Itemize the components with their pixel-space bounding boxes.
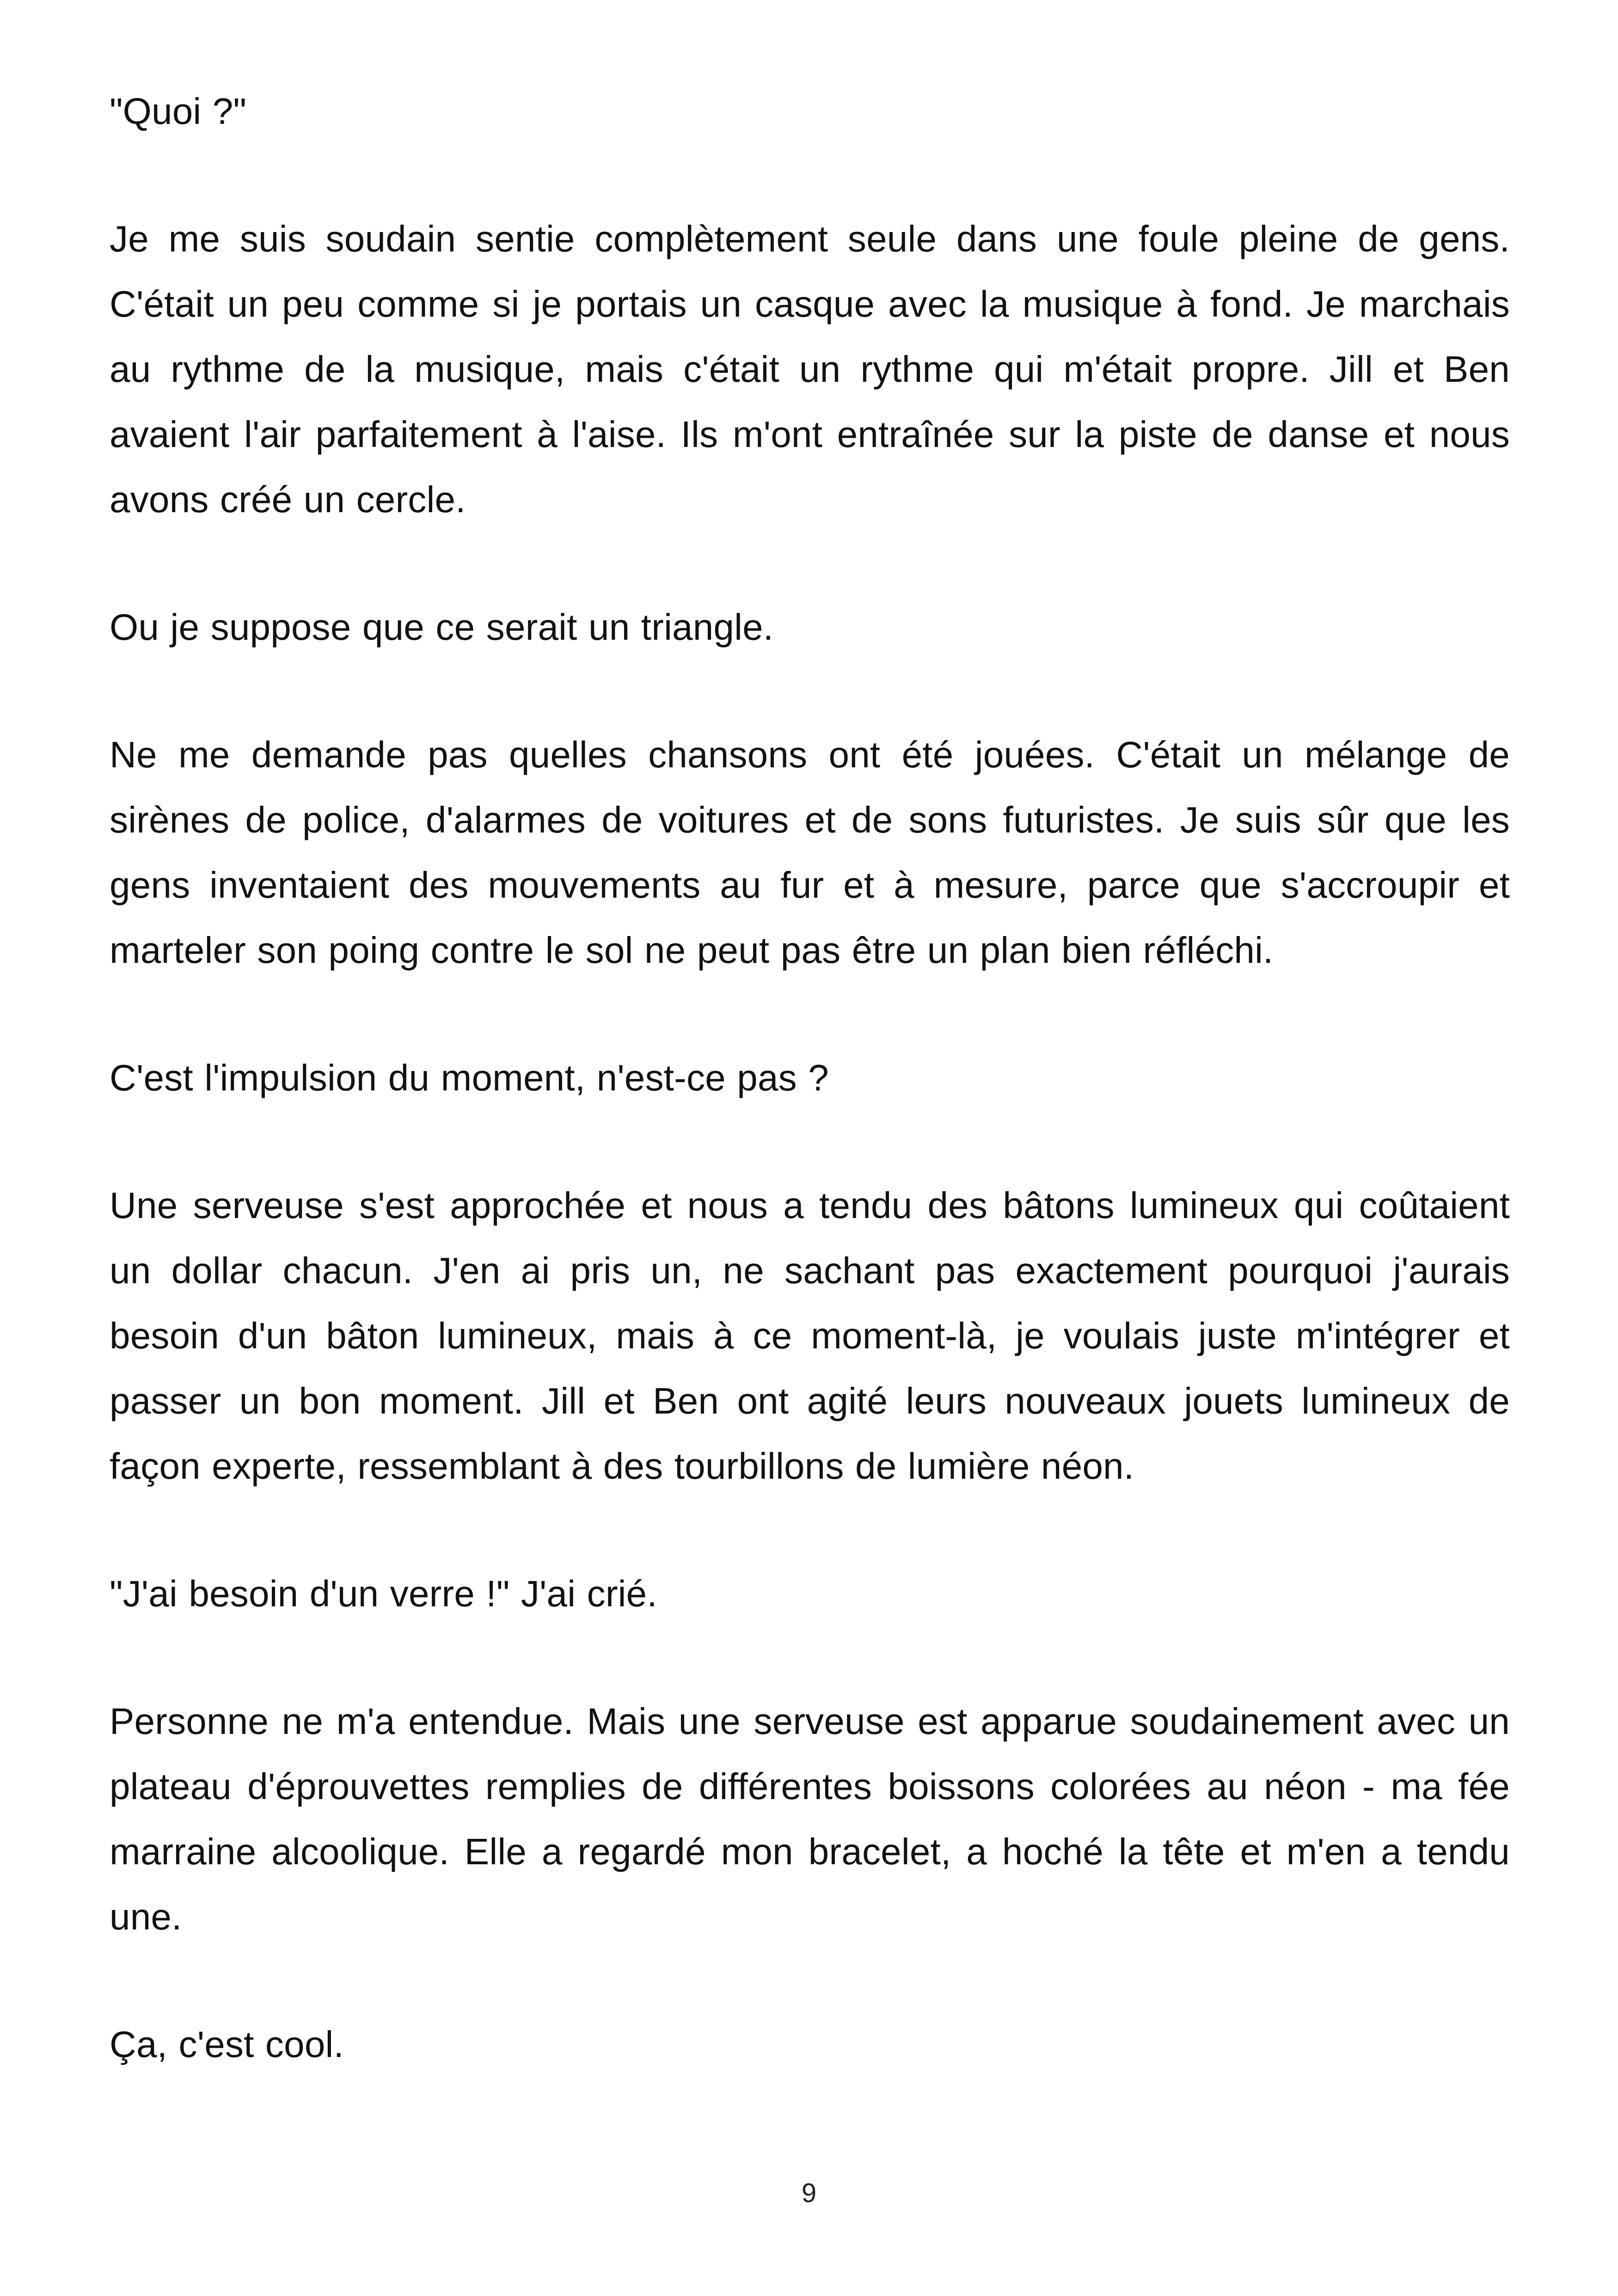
page-number: 9 [801,2178,817,2208]
page-body [110,79,1510,2077]
paragraph-1: "Quoi ?" [110,91,247,132]
paragraph-7: "J'ai besoin d'un verre !" J'ai crié. [110,1573,657,1614]
paragraph-6: Une serveuse s'est approchée et nous a tendu des bâtons lumineux qui coûtaient un dollar chacun. J'en ai pris un, ne sachant pas exactement pourquoi j'aurais besoin d'un bâton lumineux, mais à ce moment-là, je voulais juste m'intégrer et passer un bon moment. Jill et Ben ont agité leurs nouveaux jouets lumineux de façon experte, ressemblant à des tourbillons de lumière néon. [110,1185,1510,1487]
paragraph-3: Ou je suppose que ce serait un triangle. [110,606,774,648]
paragraph-2: Je me suis soudain sentie complètement seule dans une foule pleine de gens. C'était un peu comme si je portais un casque avec la musique à fond. Je marchais au rythme de la musique, mais c'était un rythme qui m'était propre. Jill et Ben avaient l'air parfaitement à l'aise. Ils m'ont entraînée sur la piste de danse et nous avons créé un cercle. [110,218,1510,520]
paragraph-8: Personne ne m'a entendue. Mais une serveuse est apparue soudainement avec un plateau d'éprouvettes remplies de différentes boissons colorées au néon - ma fée marraine alcoolique. Elle a regardé mon bracelet, a hoché la tête et m'en a tendu une. [110,1701,1510,1937]
paragraph-9: Ça, c'est cool. [110,2024,344,2065]
paragraph-5: C'est l'impulsion du moment, n'est-ce pas ? [110,1057,829,1098]
paragraph-4: Ne me demande pas quelles chansons ont été jouées. C'était un mélange de sirènes de police, d'alarmes de voitures et de sons futuristes. Je suis sûr que les gens inventaient des mouvements au fur et à mesure, parce que s'accroupir et marteler son poing contre le sol ne peut pas être un plan bien réfléchi. [110,734,1510,971]
